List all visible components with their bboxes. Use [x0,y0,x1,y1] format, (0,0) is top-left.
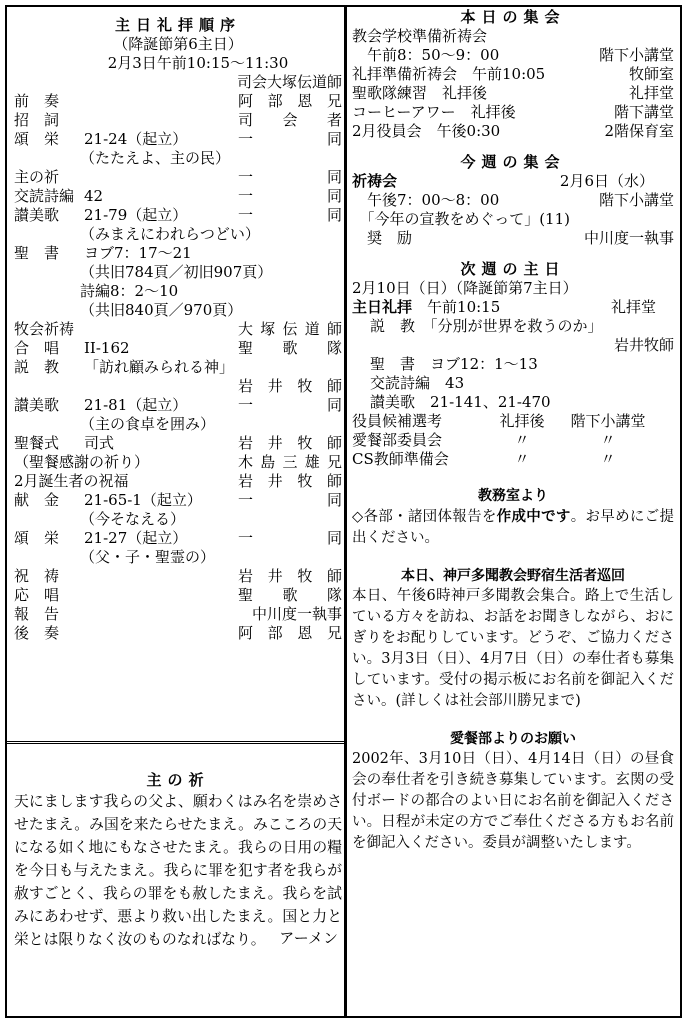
service-item-row [14,434,342,453]
office-text [352,506,674,549]
service-title: 主日礼拝順序 [114,16,241,34]
service-item-row [14,244,342,263]
service-item-row [14,415,342,434]
service-item-person: 聖 歌 隊 [238,586,342,604]
next-meeting-place: 〃 [600,431,616,449]
service-item-row [14,263,342,282]
today-item-place: 階下講堂 [613,103,674,121]
service-item-person: 聖 歌 隊 [238,339,342,357]
service-item-row [14,510,342,529]
service-item-detail: 「訪れ顧みられる神」 [84,358,235,376]
service-item-row [14,472,342,491]
service-item-label: 牧会祈祷 [14,320,75,338]
next-meeting-name: CS教師準備会 [352,450,449,468]
next-week-title: 次週の主日 [460,260,566,278]
service-item-detail: （みまえにわれらつどい） [80,225,260,243]
service-item-detail: （共旧840頁／970頁） [80,301,243,319]
service-item-label: 献 金 [14,491,60,509]
service-item-person [242,301,346,320]
service-item-detail: 21-81（起立） [84,396,188,414]
service-item-label: 合 唱 [14,339,60,357]
section-divider [5,741,346,744]
today-title: 本日の集会 [460,8,566,26]
prayer-meeting-time-row [352,191,674,210]
service-item-label: 後 奏 [14,624,60,642]
next-worship-place: 礼拝堂 [610,298,656,316]
prayer-meeting-time: 午後7：00〜8：00 [352,191,500,209]
service-item-row [14,301,342,320]
service-item-detail: （父・子・聖霊の） [80,548,216,566]
service-item-person [238,282,342,301]
next-meeting-name: 役員候補選考 [352,412,443,430]
service-item-detail: 21-79（起立） [84,206,188,224]
kobe-text: 本日、午後6時神戸多聞教会集合。路上で生活している方々を訪ね、お話をお聞きしながら、おにぎりをお配りしています。どうぞ、ご協力ください。3月3日（日）、4月7日（日）の奉仕者も募集しています。受付の掲示板にお名前を御記入ください。(詳しくは社会部川勝兄まで) [352,588,674,709]
next-preacher-row [352,336,674,355]
prayer-meeting-speaker-label: 奨 励 [352,229,413,247]
service-item-label: 説 教 [14,358,60,376]
service-item-person: 岩井牧師 [238,377,342,395]
service-item-label: 讃美歌 [14,206,60,224]
service-item-label: 応 唱 [14,586,60,604]
next-week-date-row [352,279,674,298]
service-item-person [238,415,342,434]
service-item-detail: 21-27（起立） [84,529,188,547]
service-order-section [14,16,342,643]
service-item-person [260,225,364,244]
service-presider: 司会大塚伝道師 [236,73,342,91]
service-item-row [14,282,342,301]
service-item-detail: 21-65-1（起立） [84,491,202,509]
today-item-row [352,84,674,103]
today-item-name: 2月役員会 午後0:30 [352,122,501,140]
next-meeting-place: 〃 [600,450,616,468]
next-meeting-row [352,431,674,450]
service-item-row [14,92,342,111]
service-item-row [14,206,342,225]
next-meeting-place: 階下小講堂 [570,412,646,430]
service-item-person: 一 同 [238,206,342,224]
prayer-meeting-label: 祈祷会 [352,172,398,190]
next-preacher: 岩井牧師 [613,336,674,354]
service-item-person [238,510,342,529]
next-meetings-list [352,412,674,469]
today-items-list [352,27,674,141]
today-item-name: 礼拝準備祈祷会 午前10:05 [352,65,546,83]
today-item-name: 聖歌隊練習 礼拝後 [352,84,488,102]
lords-prayer-section [14,771,342,948]
prayer-meeting-theme: 「今年の宣教をめぐって」(11) [352,210,570,228]
service-item-label: 頌 栄 [14,130,60,148]
service-item-person: 岩井牧師 [238,567,342,585]
service-item-detail: （今そなえる） [80,510,186,528]
service-item-person: 中川度一執事 [251,605,342,623]
service-item-row [14,320,342,339]
service-item-label: （聖餐感謝の祈り） [14,453,150,471]
service-item-detail: II-162 [84,339,130,357]
today-item-row [352,122,674,141]
prayer-meeting-speaker: 中川度一執事 [583,229,674,247]
service-item-person: 阿部恩兄 [238,624,342,642]
service-item-label: 祝 祷 [14,567,60,585]
service-item-label: 交読詩編 [14,187,75,205]
prayer-meeting-row [352,172,674,191]
next-psalm: 43 [445,374,465,392]
next-meeting-time: 〃 [514,431,530,449]
service-item-label: 前 奏 [14,92,60,110]
prayer-meeting-date: 2月6日（水） [559,172,654,190]
service-item-person [238,358,342,377]
next-worship-row [352,298,674,317]
service-item-label: 招 詞 [14,111,60,129]
service-item-detail: 司式 [84,434,115,452]
service-item-row [14,225,342,244]
service-item-person: 木島三雄兄 [238,453,342,471]
kobe-title: 本日、神戸多聞教会野宿生活者巡回 [401,568,625,584]
announcements-column [352,8,674,854]
service-item-row [14,567,342,586]
next-sermon-row [352,317,674,336]
today-item-row [352,65,674,84]
today-item-name: 教会学校準備祈祷会 [352,27,488,45]
service-item-row [14,453,342,472]
prayer-meeting-theme-row [352,210,674,229]
next-bible-label: 聖 書 [370,355,416,373]
next-bible-row [352,355,674,374]
next-meeting-row [352,412,674,431]
service-item-person: 一 同 [238,491,342,509]
today-item-place: 礼拝堂 [628,84,674,102]
service-item-row [14,605,342,624]
service-item-person: 大塚伝道師 [238,320,342,338]
aisan-text: 2002年、3月10日（日）、4月14日（日）の昼食会の奉仕者を引き続き募集しています。玄関の受付ボードの都合のよい日にお名前を御記入ください。日程が未定の方でご奉仕くださる方もお名前を御記入ください。委員が調整いたします。 [352,751,674,851]
office-title: 教務室より [478,488,548,504]
today-item-place: 階下小講堂 [598,46,674,64]
service-item-row [14,377,342,396]
column-divider [344,5,347,1018]
service-item-row [14,339,342,358]
service-item-row [14,529,342,548]
service-subtitle: （降誕節第6主日） [113,35,243,53]
service-item-row [14,168,342,187]
service-item-detail: （主の食卓を囲み） [80,415,216,433]
service-item-row [14,586,342,605]
office-text-a: ◇各部・諸団体報告を [352,509,497,525]
prayer-meeting-speaker-row [352,229,674,248]
service-item-label: 報 告 [14,605,60,623]
service-item-row [14,149,342,168]
this-week-title: 今週の集会 [460,153,566,171]
service-item-detail: ヨブ7：17〜21 [84,244,192,262]
today-item-row [352,103,674,122]
next-sermon-label: 説 教 [370,317,416,335]
next-meeting-row [352,450,674,469]
prayer-meeting-place: 階下小講堂 [598,191,674,209]
lords-prayer-title: 主の祈 [146,771,210,789]
service-item-detail: 21-24（起立） [84,130,188,148]
office-text-b: 。お早めにご提出ください。 [352,509,674,546]
next-psalm-row [352,374,674,393]
lords-prayer-amen: アーメン [279,929,338,947]
today-item-place: 2階保育室 [604,122,674,140]
next-sermon-title: 「分別が世界を救うのか」 [430,317,603,335]
next-hymn-row [352,393,674,412]
service-item-person [238,548,342,567]
service-item-label: 頌 栄 [14,529,60,547]
service-item-row [14,130,342,149]
service-item-detail: （たたえよ、主の民） [80,149,231,167]
service-item-label: 2月誕生者の祝福 [14,472,129,490]
service-item-label: 聖 書 [14,244,60,262]
service-item-label: 主の祈 [14,168,60,186]
next-bible: ヨブ12：1〜13 [430,355,538,373]
service-item-person [238,149,342,168]
today-item-name: コーヒーアワー 礼拝後 [352,103,516,121]
next-worship-time: 午前10:15 [427,298,501,316]
service-item-person: 阿部恩兄 [238,92,342,110]
service-item-person: 司 会 者 [238,111,342,129]
service-item-person: 一 同 [238,168,342,186]
service-item-person: 一 同 [238,130,342,148]
service-datetime: 2月3日午前10:15〜11:30 [107,54,289,72]
next-worship-label: 主日礼拝 [352,298,413,316]
service-item-person: 一 同 [238,396,342,414]
service-item-row [14,187,342,206]
next-psalm-label: 交読詩編 [370,374,431,392]
service-item-row [14,111,342,130]
service-item-detail: 詩編8：2〜10 [80,282,179,300]
service-item-person: 岩井牧師 [238,472,342,490]
service-item-row [14,491,342,510]
service-item-label: 聖餐式 [14,434,60,452]
service-item-detail: 42 [84,187,104,205]
next-hymn-label: 讃美歌 [370,393,416,411]
next-week-date: 2月10日（日）（降誕節第7主日） [352,279,578,297]
office-text-bold: 作成中です [496,508,571,525]
service-item-person: 一 同 [238,529,342,547]
service-item-row [14,624,342,643]
service-item-person: 一 同 [238,187,342,205]
aisan-title: 愛餐部よりのお願い [450,731,576,747]
next-meeting-time: 礼拝後 [499,412,545,430]
today-item-row [352,46,674,65]
next-meeting-time: 〃 [514,450,530,468]
next-hymn: 21-141、21-470 [430,393,551,411]
service-item-person: 岩井牧師 [238,434,342,452]
service-item-detail: （共旧784頁／初旧907頁） [80,263,273,281]
today-item-name: 午前8：50〜9：00 [352,46,500,64]
lords-prayer-text: 天にまします我らの父よ、願わくはみ名を崇めさせたまえ。み国を来たらせたまえ。みこころの天になる如く地にもなさせたまえ。我らの日用の糧を今日も与えたまえ。我らに罪を犯す者を我らが赦すごとく、我らの罪をも赦したまえ。我らを試みにあわせず、悪より救い出したまえ。国と力と栄とは限りなく汝のものなればなり。 [14,793,342,948]
service-item-row [14,358,342,377]
today-item-row [352,27,674,46]
today-item-place: 牧師室 [628,65,674,83]
service-item-label: 讃美歌 [14,396,60,414]
service-item-person [238,244,342,263]
service-item-row [14,396,342,415]
service-item-row [14,548,342,567]
next-meeting-name: 愛餐部委員会 [352,431,443,449]
service-items-list [14,92,342,643]
